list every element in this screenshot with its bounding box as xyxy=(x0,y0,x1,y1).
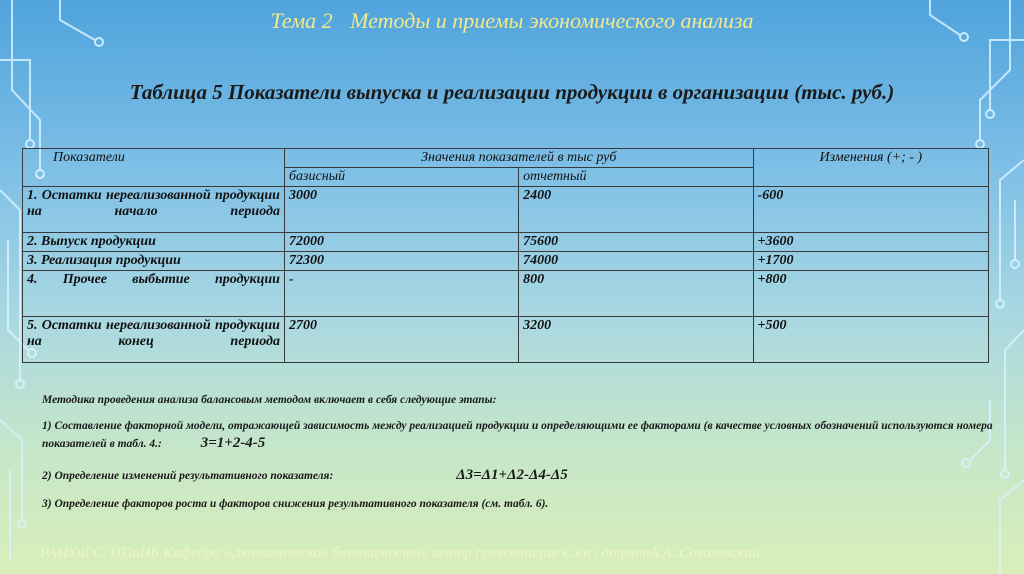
formula-1: 3=1+2-4-5 xyxy=(200,435,266,451)
row-reporting: 74000 xyxy=(519,252,753,271)
row-base: 3000 xyxy=(284,187,518,233)
slide-topic xyxy=(0,8,1024,34)
method-notes xyxy=(42,394,1002,510)
row-name: 4. Прочее выбытие продукции xyxy=(23,271,285,317)
row-name: 2. Выпуск продукции xyxy=(23,233,285,252)
table-row xyxy=(23,252,989,271)
row-reporting: 2400 xyxy=(519,187,753,233)
topic-name: Методы и приемы экономического анализа xyxy=(350,8,754,33)
formula-2: Δ3=Δ1+Δ2-Δ4-Δ5 xyxy=(456,467,568,483)
row-base: 72000 xyxy=(284,233,518,252)
indicators-table xyxy=(22,148,989,363)
notes-step3: 3) Определение факторов роста и факторов снижения результативного показателя (см. табл. 6). xyxy=(42,498,549,510)
row-base: 72300 xyxy=(284,252,518,271)
row-reporting: 3200 xyxy=(519,317,753,363)
notes-intro: Методика проведения анализа балансовым методом включает в себя следующие этапы: xyxy=(42,394,497,406)
row-change: +1700 xyxy=(753,252,988,271)
table-row xyxy=(23,187,989,233)
notes-step1 xyxy=(42,418,1002,453)
footer-author: РАНХиГС, ИПиНБ Кафедра «Экономической безопасности» автор презентации к.э.н., доцентА.А..Соколовский xyxy=(40,545,760,561)
table-row xyxy=(23,317,989,363)
row-base: 2700 xyxy=(284,317,518,363)
header-reporting: отчетный xyxy=(519,168,753,187)
row-change: +3600 xyxy=(753,233,988,252)
row-base: - xyxy=(284,271,518,317)
table-header-row xyxy=(23,149,989,168)
row-name: 5. Остатки нереализованной продукции на конец периода xyxy=(23,317,285,363)
header-base: базисный xyxy=(284,168,518,187)
row-change: -600 xyxy=(753,187,988,233)
row-reporting: 800 xyxy=(519,271,753,317)
topic-label: Тема 2 xyxy=(270,8,333,33)
step1-text: 1) Составление факторной модели, отражающей зависимость между реализацией продукции и определяющими ее факторами (в качестве условных обозначений используются номера показателей в табл. 4.: xyxy=(42,420,993,450)
step2-text: 2) Определение изменений результативного показателя: xyxy=(42,470,334,482)
table-row xyxy=(23,233,989,252)
table-title: Таблица 5 Показатели выпуска и реализации продукции в организации (тыс. руб.) xyxy=(129,80,895,104)
notes-step2 xyxy=(42,467,1002,484)
row-name: 1. Остатки нереализованной продукции на начало периода xyxy=(23,187,285,233)
header-values: Значения показателей в тыс руб xyxy=(284,149,753,168)
row-change: +800 xyxy=(753,271,988,317)
row-reporting: 75600 xyxy=(519,233,753,252)
header-indicators: Показатели xyxy=(23,149,285,187)
table-row xyxy=(23,271,989,317)
row-change: +500 xyxy=(753,317,988,363)
header-changes: Изменения (+; - ) xyxy=(753,149,988,187)
row-name: 3. Реализация продукции xyxy=(23,252,285,271)
